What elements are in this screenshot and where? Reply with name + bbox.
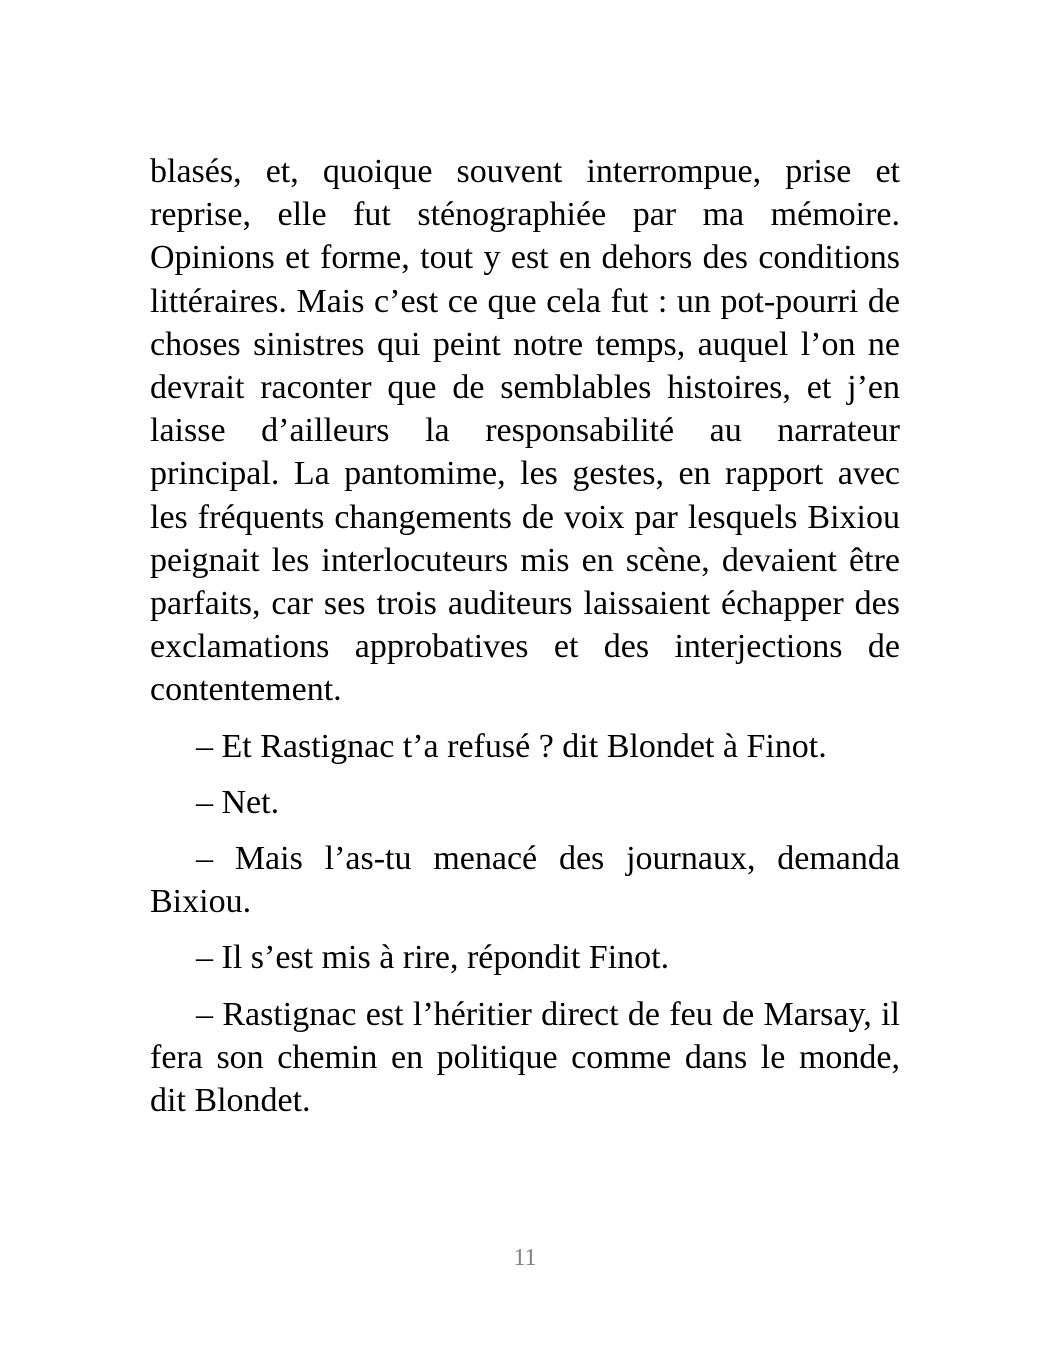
dialogue-line-1: – Et Rastignac t’a refusé ? dit Blondet à Finot. (196, 727, 827, 765)
page-number: 11 (513, 1245, 537, 1271)
dialogue-line-4: – Il s’est mis à rire, répondit Finot. (196, 939, 670, 977)
page-body (150, 150, 900, 1122)
dialogue-line-5: – Rastignac est l’héritier direct de feu de Marsay, il fera son chemin en politique comme dans le monde, dit Blondet. (150, 995, 900, 1120)
narrative-paragraph: blasés, et, quoique souvent interrompue, prise et reprise, elle fut sténographiée par ma mémoire. Opinions et forme, tout y est en dehors des conditions littéraires. Mais c’est ce que cela fut : un pot-pourri de choses sinistres qui peint notre temps, auquel l’on ne devrait raconter que de semblables histoires, et j’en laisse d’ailleurs la responsabilité au narrateur principal. La pantomime, les gestes, en rapport avec les fréquents changements de voix par lesquels Bixiou peignait les interlocuteurs mis en scène, devaient être parfaits, car ses trois auditeurs laissaient échapper des exclamations approbatives et des interjections de contentement. (150, 153, 900, 709)
dialogue-line-3: – Mais l’as-tu menacé des journaux, demanda Bixiou. (150, 840, 900, 921)
dialogue-line-2: – Net. (196, 783, 280, 821)
